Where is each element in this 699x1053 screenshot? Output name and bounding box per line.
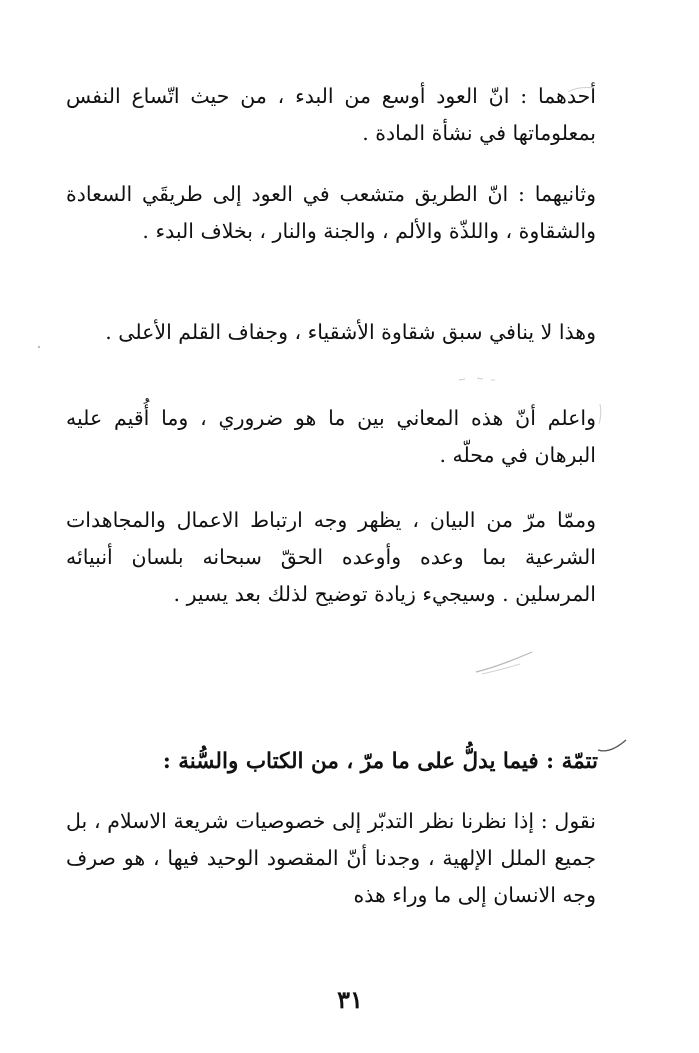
paragraph-3-text: وهذا لا ينافي سبق شقاوة الأشقياء ، وجفاف القلم الأعلى . bbox=[105, 320, 596, 344]
paragraph-5 bbox=[66, 502, 596, 613]
page-number: ٣١ bbox=[337, 985, 363, 1014]
scan-mark-mid bbox=[455, 374, 499, 386]
paragraph-3 bbox=[66, 314, 596, 351]
paragraph-4-text: واعلم أنّ هذه المعاني بين ما هو ضروري ، وما أُقيم عليه البرهان في محلّه . bbox=[66, 406, 596, 467]
paragraph-5-text: وممّا مرّ من البيان ، يظهر وجه ارتباط الاعمال والمجاهدات الشرعية بما وعده وأوعده الحقّ سبحانه بلسان أنبيائه المرسلين . وسيجيء زيادة توضيح لذلك بعد يسير . bbox=[66, 508, 596, 606]
scan-mark-left-dot bbox=[36, 344, 42, 350]
closing-paragraph bbox=[66, 803, 596, 914]
closing-paragraph-text: نقول : إذا نظرنا نظر التدبّر إلى خصوصيات شريعة الاسلام ، بل جميع الملل الإلهية ، وجدنا أنّ المقصود الوحيد فيها ، هو صرف وجه الانسان إلى ما وراء هذه bbox=[66, 809, 596, 907]
section-heading: تتمّة : فيما يدلُّ على ما مرّ ، من الكتاب والسُّنة : bbox=[162, 749, 598, 774]
paragraph-2 bbox=[66, 176, 596, 250]
pen-stroke-bottom bbox=[470, 648, 540, 678]
paragraph-4 bbox=[66, 400, 596, 474]
pen-hook-heading bbox=[596, 732, 630, 758]
paragraph-1 bbox=[66, 78, 596, 152]
paragraph-1-text: أحدهما : انّ العود أوسع من البدء ، من حيث اتّساع النفس بمعلوماتها في نشأة المادة . bbox=[66, 84, 596, 145]
paragraph-2-text: وثانيهما : انّ الطريق متشعب في العود إلى طريقَي السعادة والشقاوة ، واللذّة والألم ، والجنة والنار ، بخلاف البدء . bbox=[66, 182, 596, 243]
scan-mark-right-tick bbox=[596, 402, 612, 426]
